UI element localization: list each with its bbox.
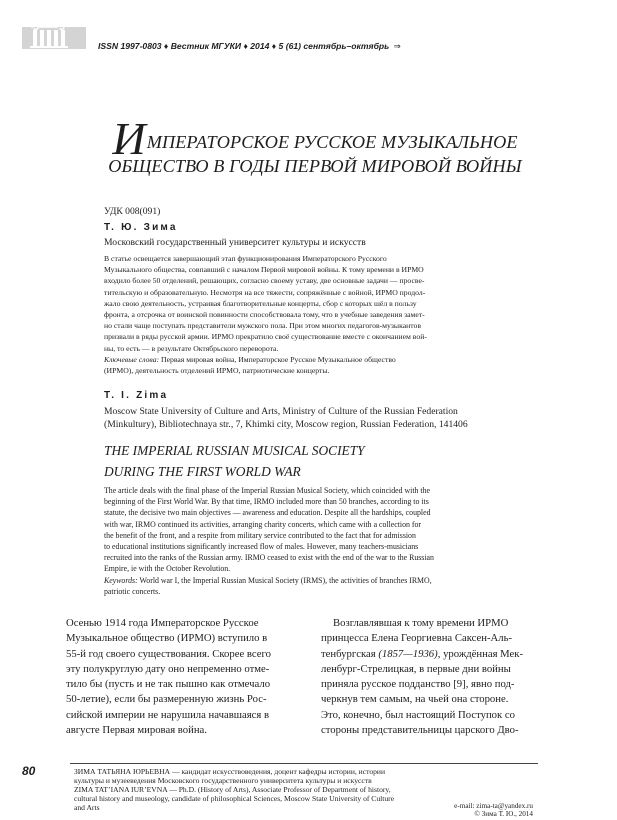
body-line: приняла русское подданство [9], явно под- (321, 678, 515, 691)
abstract-en-line: recruited into the ranks of the Russian army. IRMO ceased to exist with the end of the war to the Russian (104, 553, 434, 563)
keywords-ru-label: Ключевые слова: (104, 354, 160, 364)
keywords-en-label: Keywords: (104, 575, 138, 585)
title-en-line: THE IMPERIAL RUSSIAN MUSICAL SOCIETY (104, 443, 365, 458)
journal-issue-info: ISSN 1997-0803 ♦ Вестник МГУКИ ♦ 2014 ♦ 5 (61) сентябрь–октябрь (98, 41, 390, 51)
keywords-en: Keywords: World war I, the Imperial Russian Musical Society (IRMS), the activities of branches IRMO, (104, 575, 432, 585)
affiliation-en (104, 406, 468, 432)
abstract-en-line: beginning of the First World War. By that time, IRMO included more than 50 branches, according to its (104, 497, 429, 507)
udk-code: УДК 008(091) (104, 206, 161, 217)
keywords-ru-line: (ИРМО), деятельность отделений ИРМО, патриотические концерты. (104, 366, 330, 376)
footnote-line: and Arts (74, 803, 100, 813)
abstract-en-line: The article deals with the final phase of the Imperial Russian Musical Society, which coincided with the (104, 486, 431, 495)
body-line: 55-й год своего существования. Скорее всего (66, 647, 271, 660)
article-title-ru (100, 113, 530, 178)
abstract-ru-line: но стали чаще поступать представители мужского пола. При этом многих педагогов-музыкантов (104, 321, 421, 331)
affiliation-ru: Московский государственный университет культуры и искусств (104, 237, 366, 248)
footnote-line: cultural history and museology, candidate of philosophical Sciences, Moscow State University of Culture (74, 794, 395, 804)
abstract-en-line: Empire, ie with the October Revolution. (104, 564, 231, 574)
contact-info (454, 802, 533, 819)
affiliation-en-line: Moscow State University of Culture and Arts, Ministry of Culture of the Russian Federation (104, 406, 458, 417)
abstract-en (104, 485, 534, 597)
body-line: принцесса Елена Георгиевна Саксен-Аль- (321, 632, 513, 645)
abstract-en-line: with war, IRMO continued its activities, arranging charity concerts, which came with a collection for (104, 519, 422, 529)
body-line: эту полукруглую дату оно непременно отме- (66, 662, 270, 675)
author-email: e-mail: zima-ta@yandex.ru (454, 802, 533, 810)
body-line: ленбург-Стрелицкая, в первые дни войны (321, 662, 511, 675)
keywords-ru: Ключевые слова: Первая мировая война, Императорское Русское Музыкальное общество (104, 354, 396, 364)
body-line: черкнув тем самым, на чьей она стороне. (321, 693, 509, 706)
article-title-en (104, 440, 365, 482)
body-line: Осенью 1914 года Императорское Русское (66, 617, 259, 629)
next-arrow-icon: ⇒ (393, 41, 401, 51)
body-line: тенбургская (1857—1936), урождённая Мек- (321, 647, 524, 660)
abstract-en-line: the benefit of the front, and a respite from military service contributed to the fact that for admission (104, 530, 416, 540)
abstract-ru-line: призвали в ряды русской армии. ИРМО прекратило своё существование вместе с окончанием вой- (104, 332, 427, 342)
affiliation-en-line: (Minkultury), Bibliotechnaya str., 7, Khimki city, Moscow region, Russian Federation, 141406 (104, 418, 468, 430)
life-dates: (1857—1936) (378, 647, 438, 660)
body-line: Музыкальное общество (ИРМО) вступило в (66, 632, 268, 645)
footnote-line: ЗИМА ТАТЬЯНА ЮРЬЕВНА — кандидат искусствоведения, доцент кафедры истории, истории (74, 767, 386, 776)
author-footnote (74, 767, 394, 812)
abstract-ru-line: тительскую и образовательную. Несмотря на все тяжести, сопряжённые с войной, ИРМО продол- (104, 287, 426, 297)
journal-logo-columns-icon (22, 20, 86, 52)
abstract-en-line: statute, the decisive two main objectives — awareness and education. Despite all the hardships, coupled (104, 508, 431, 518)
body-column-right (321, 616, 543, 738)
body-line: Это, конечно, был настоящий Поступок со (321, 708, 515, 721)
body-line: Возглавлявшая к тому времени ИРМО (333, 617, 509, 629)
body-line: 50-летие), если бы размеренную жизнь Рос- (66, 693, 267, 706)
title-line-1: ИМПЕРАТОРСКОЕ РУССКОЕ МУЗЫКАЛЬНОЕ (112, 113, 518, 164)
body-line: тило бы (пусть и не так пышно как отмечало (66, 678, 271, 691)
abstract-ru-line: входило более 50 отделений, решающих, согласно своему уставу, две основные задачи — просве- (104, 276, 425, 286)
abstract-ru-line: ны, то есть — в результате Октябрьского переворота. (104, 343, 279, 353)
title-en-line: DURING THE FIRST WORLD WAR (104, 464, 301, 479)
abstract-ru-line: фронта, а отсрочка от воинской повинности способствовала тому, что в учебные заведения замет- (104, 310, 425, 320)
footnote-line: культуры и музееведения Московского государственного университета культуры и искусств (74, 776, 372, 786)
abstract-ru-line: Музыкального общества, совпавший с началом Первой мировой войны. К тому времени в ИРМО (104, 265, 424, 275)
abstract-ru-line: В статье освещается завершающий этап функционирования Императорского Русского (104, 254, 387, 263)
abstract-ru-line: жало свою деятельность, устраивая благотворительные концерты, сбор с которых шёл в пользу (104, 298, 417, 308)
title-line-2: ОБЩЕСТВО В ГОДЫ ПЕРВОЙ МИРОВОЙ ВОЙНЫ (108, 156, 522, 176)
body-column-left (66, 616, 306, 738)
author-en: T. I. Zima (104, 390, 169, 401)
abstract-ru (104, 253, 534, 376)
body-line: стороны представительницы царского Дво- (321, 724, 519, 737)
author-ru: Т. Ю. Зима (104, 222, 178, 233)
page-number: 80 (22, 764, 36, 778)
body-line: сийской империи не нарушила начавшаяся в (66, 708, 270, 721)
copyright: © Зима Т. Ю., 2014 (474, 810, 533, 819)
body-line: августе Первая мировая война. (66, 724, 207, 737)
footnote-line: ZIMA TAT’IANA IUR’EVNA — Ph.D. (History of Arts), Associate Professor of Department of history, (74, 785, 391, 795)
abstract-en-line: to educational institutions significantly increased flow of males. However, many teachers-musicians (104, 542, 419, 552)
journal-header (98, 41, 401, 52)
keywords-en-line: patriotic concerts. (104, 586, 161, 596)
footnote-divider (70, 763, 538, 764)
title-dropcap: И (112, 113, 146, 164)
